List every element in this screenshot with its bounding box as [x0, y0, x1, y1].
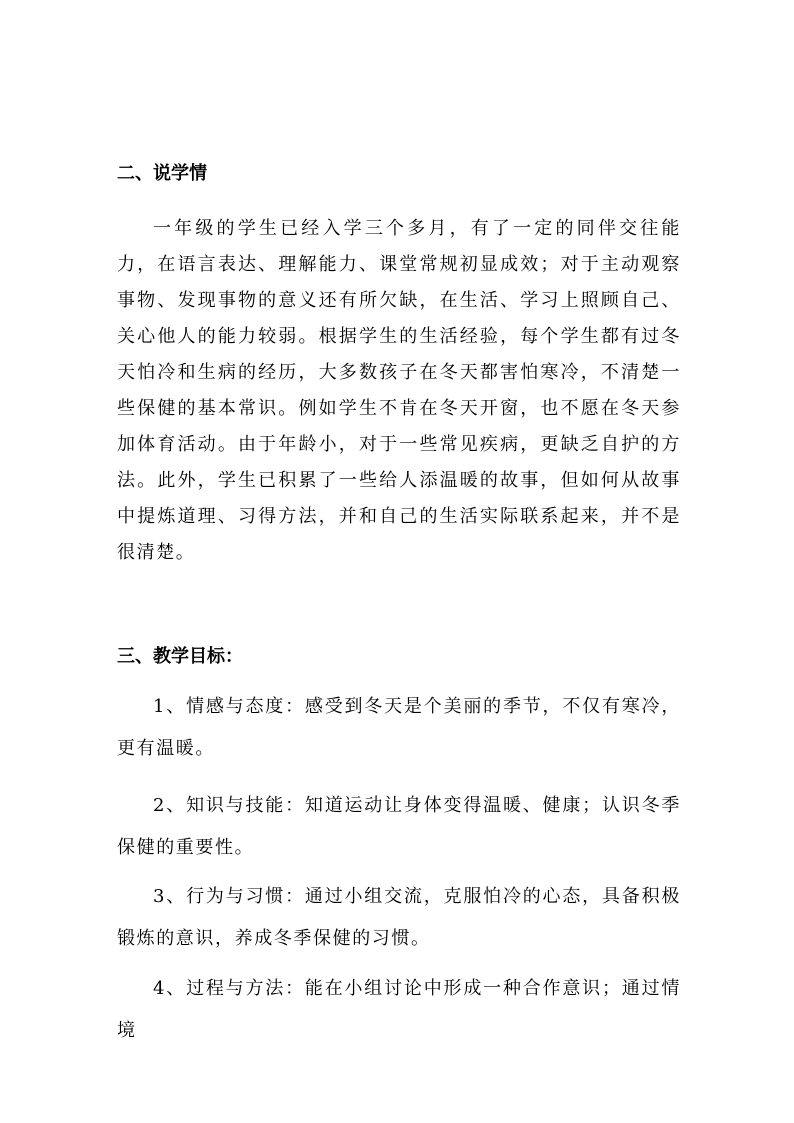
section-heading-teaching-goals: 三、教学目标： [117, 646, 243, 667]
goal-item-behavior: 3、行为与习惯：通过小组交流，克服怕冷的心态，具备积极锻炼的意识，养成冬季保健的习惯。 [117, 886, 681, 949]
goal-item-knowledge: 2、知识与技能：知道运动让身体变得温暖、健康；认识冬季保健的重要性。 [117, 795, 681, 858]
goal-item-process: 4、过程与方法：能在小组讨论中形成一种合作意识；通过情境 [117, 978, 681, 1041]
student-analysis-paragraph: 一年级的学生已经入学三个多月，有了一定的同伴交往能力，在语言表达、理解能力、课堂常规初显成效；对于主动观察事物、发现事物的意义还有所欠缺，在生活、学习上照顾自己、关心他人的能力较弱。根据学生的生活经验，每个学生都有过冬天怕冷和生病的经历，大多数孩子在冬天都害怕寒冷，不清楚一些保健的基本常识。例如学生不肯在冬天开窗，也不愿在冬天参加体育活动。由于年龄小，对于一些常见疾病，更缺乏自护的方法。此外，学生已积累了一些给人添温暖的故事，但如何从故事中提炼道理、习得方法，并和自己的生活实际联系起来，并不是很清楚。 [117, 218, 681, 563]
section-heading-student-analysis: 二、说学情 [117, 163, 207, 184]
goal-item-emotion: 1、情感与态度：感受到冬天是个美丽的季节，不仅有寒冷，更有温暖。 [117, 696, 681, 759]
